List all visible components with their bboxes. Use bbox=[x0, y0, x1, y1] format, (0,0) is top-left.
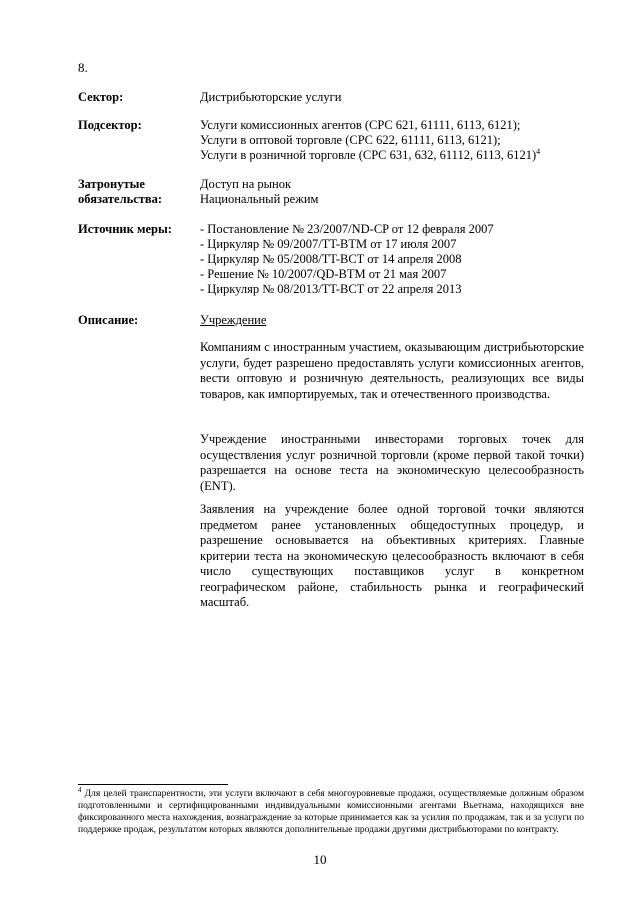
source-row bbox=[78, 222, 588, 297]
sector-value: Дистрибьюторские услуги bbox=[200, 90, 342, 104]
footnote-ref: 4 bbox=[536, 146, 541, 156]
sector-row bbox=[78, 90, 588, 105]
description-paragraph: Учреждение иностранными инвесторами торговых точек для осуществления услуг розничной торговли (кроме первой такой точки) разрешается на основе теста на экономическую целесообразность (ENT). bbox=[200, 432, 584, 493]
obligations-label-line: обязательства: bbox=[78, 192, 163, 206]
subsector-line bbox=[200, 148, 588, 163]
subsector-value bbox=[200, 118, 588, 163]
source-item: - Постановление № 23/2007/ND-CP от 12 февраля 2007 bbox=[200, 222, 494, 236]
subsector-line: Услуги комиссионных агентов (CPC 621, 61111, 6113, 6121); bbox=[200, 118, 521, 132]
description-label: Описание: bbox=[78, 313, 139, 327]
source-item: - Циркуляр № 08/2013/TT-BCT от 22 апреля 2013 bbox=[200, 282, 462, 296]
source-item: - Циркуляр № 05/2008/TT-BCT от 14 апреля 2008 bbox=[200, 252, 462, 266]
footnote-divider bbox=[78, 784, 228, 785]
footnote-marker: 4 bbox=[78, 785, 82, 794]
footnote bbox=[78, 785, 585, 836]
source-label: Источник меры: bbox=[78, 222, 172, 236]
page-number: 10 bbox=[313, 852, 327, 867]
obligation-item: Национальный режим bbox=[200, 192, 319, 206]
obligations-value bbox=[200, 177, 588, 207]
description-paragraph: Компаниям с иностранным участием, оказывающим дистрибьюторские услуги, будет разрешено предоставлять услуги комиссионных агентов, вести оптовую и розничную деятельность, реализующих все виды товаров, как импортируемых, так и отечественного производства. bbox=[200, 340, 584, 401]
source-list bbox=[200, 222, 588, 297]
subsector-line-text: Услуги в розничной торговле (CPC 631, 632, 61112, 6113, 6121) bbox=[200, 148, 537, 162]
obligations-label-line: Затронутые bbox=[78, 177, 145, 191]
description-paragraph: Заявления на учреждение более одной торговой точки являются предметом ранее установленных общедоступных процедур, и разрешение основывается на объективных критериях. Главные критерии теста на экономическую целесообразность включают в себя число существующих поставщиков услуг в конкретном географическом районе, стабильность рынка и географический масштаб. bbox=[200, 502, 584, 609]
source-item: - Циркуляр № 09/2007/TT-BTM от 17 июля 2007 bbox=[200, 237, 457, 251]
subsector-label: Подсектор: bbox=[78, 118, 142, 132]
sector-label: Сектор: bbox=[78, 90, 124, 104]
description-row bbox=[78, 313, 588, 328]
subsector-line: Услуги в оптовой торговле (CPC 622, 61111, 6113, 6121); bbox=[200, 133, 501, 147]
item-number: 8. bbox=[78, 60, 88, 75]
description-heading bbox=[200, 313, 588, 328]
footnote-text: Для целей транспарентности, эти услуги включают в себя многоуровневые продажи, осуществляемые должным образом подготовленными и сертифицированными индивидуальными комиссионными агентами Вьетнама, находящихся вне фиксированного места нахождения, вознаграждение за которые принимается как за усилия по продажам, так и за услуги по поддержке продаж, результатом которых являются дополнительные продажи другими дистрибьюторами по контракту. bbox=[78, 789, 585, 835]
source-item: - Решение № 10/2007/QD-BTM от 21 мая 2007 bbox=[200, 267, 447, 281]
subsector-row bbox=[78, 118, 588, 163]
obligations-label bbox=[78, 177, 200, 207]
obligations-row bbox=[78, 177, 588, 207]
description-heading-text: Учреждение bbox=[200, 313, 267, 327]
obligation-item: Доступ на рынок bbox=[200, 177, 292, 191]
